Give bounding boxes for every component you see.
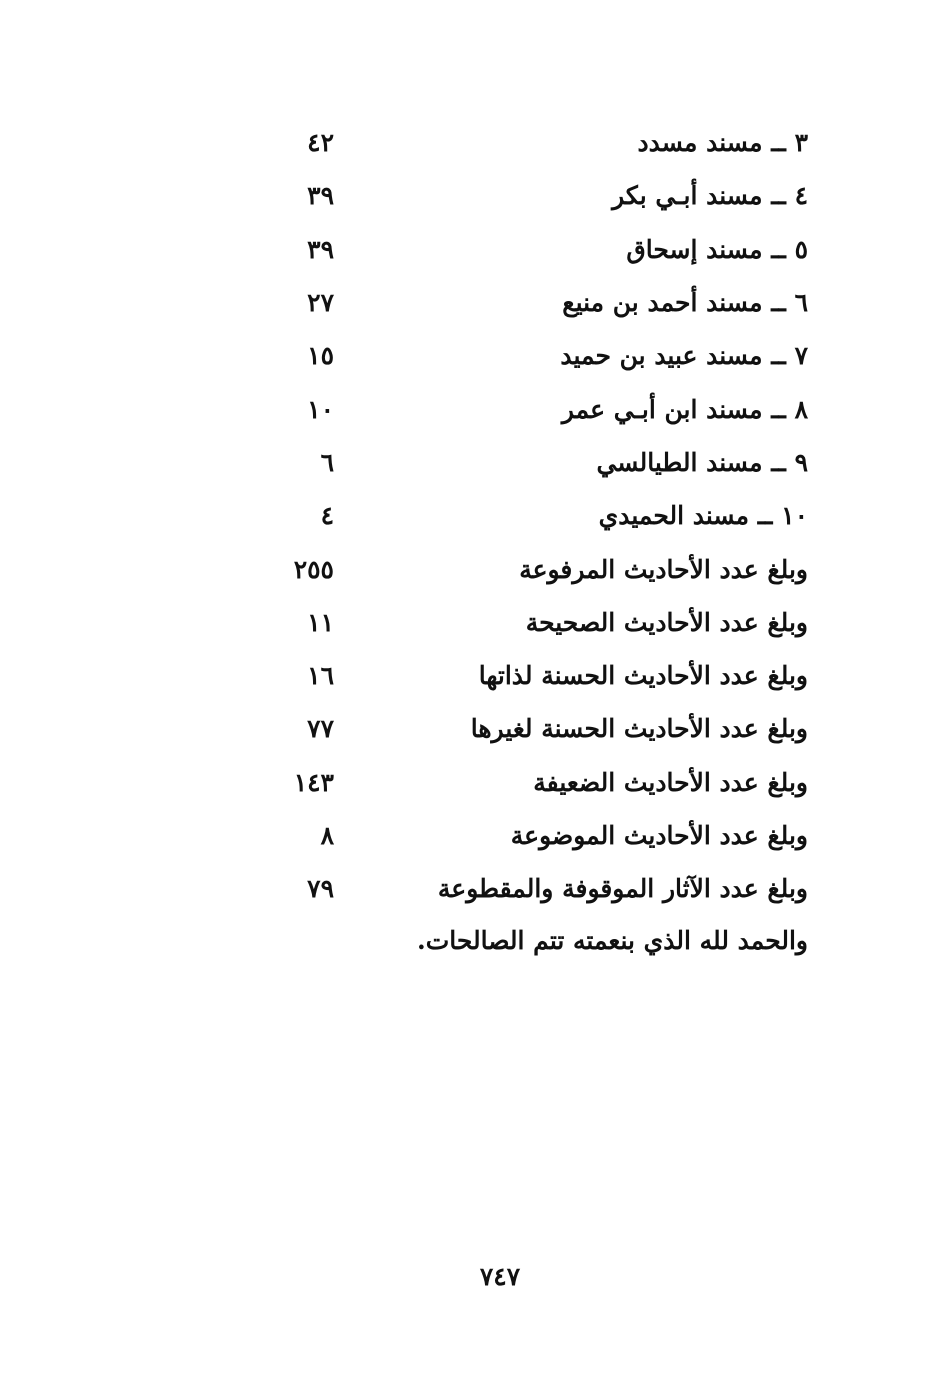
- item-count: ٣٩: [307, 234, 334, 264]
- list-item: [270, 542, 808, 595]
- item-label: وبلغ عدد الأحاديث الحسنة لغيرها: [470, 714, 808, 744]
- item-count: ١٤٣: [293, 767, 334, 797]
- list-item: [270, 276, 808, 329]
- item-count: ٦: [320, 447, 334, 477]
- list-item: [270, 489, 808, 542]
- item-count: ١٠: [307, 394, 334, 424]
- item-label: ٦ ــ مسند أحمد بن منيع: [562, 288, 808, 318]
- item-label: وبلغ عدد الأحاديث الضعيفة: [533, 767, 808, 797]
- summary-list: [270, 116, 808, 915]
- list-item: [270, 756, 808, 809]
- item-label: ٤ ــ مسند أبـي بكر: [612, 181, 808, 211]
- list-item: [270, 382, 808, 435]
- item-count: ٨: [320, 821, 334, 850]
- item-count: ٢٧: [307, 288, 334, 318]
- item-label: وبلغ عدد الأحاديث الصحيحة: [525, 607, 808, 637]
- item-label: ٥ ــ مسند إسحاق: [626, 234, 808, 264]
- item-count: ٧٧: [307, 714, 334, 744]
- item-count: ٤٢: [307, 128, 334, 158]
- item-label: وبلغ عدد الأحاديث الحسنة لذاتها: [478, 661, 808, 691]
- item-label: ٣ ــ مسند مسدد: [637, 128, 808, 158]
- list-item: [270, 862, 808, 915]
- item-label: وبلغ عدد الأحاديث الموضوعة: [510, 821, 808, 850]
- item-count: ١٦: [307, 661, 334, 691]
- item-label: وبلغ عدد الأحاديث المرفوعة: [519, 554, 808, 584]
- list-item: [270, 169, 808, 222]
- item-count: ٤: [320, 501, 334, 531]
- item-count: ١١: [307, 607, 334, 637]
- item-count: ٢٥٥: [293, 554, 334, 584]
- item-count: ١٥: [307, 341, 334, 371]
- page-number: ٧٤٧: [479, 1262, 521, 1291]
- list-item: [270, 596, 808, 649]
- item-label: ١٠ ــ مسند الحميدي: [598, 501, 808, 531]
- item-label: وبلغ عدد الآثار الموقوفة والمقطوعة: [437, 874, 808, 904]
- item-label: ٩ ــ مسند الطيالسي: [596, 447, 808, 477]
- list-item: [270, 436, 808, 489]
- list-item: [270, 809, 808, 862]
- item-label: ٨ ــ مسند ابن أبـي عمر: [561, 394, 808, 424]
- closing-line: والحمد لله الذي بنعمته تتم الصالحات.: [417, 926, 808, 955]
- list-item: [270, 649, 808, 702]
- list-item: [270, 702, 808, 755]
- item-count: ٧٩: [307, 874, 334, 904]
- list-item: [270, 223, 808, 276]
- item-label: ٧ ــ مسند عبيد بن حميد: [560, 341, 808, 371]
- list-item: [270, 329, 808, 382]
- item-count: ٣٩: [307, 181, 334, 211]
- list-item: [270, 116, 808, 169]
